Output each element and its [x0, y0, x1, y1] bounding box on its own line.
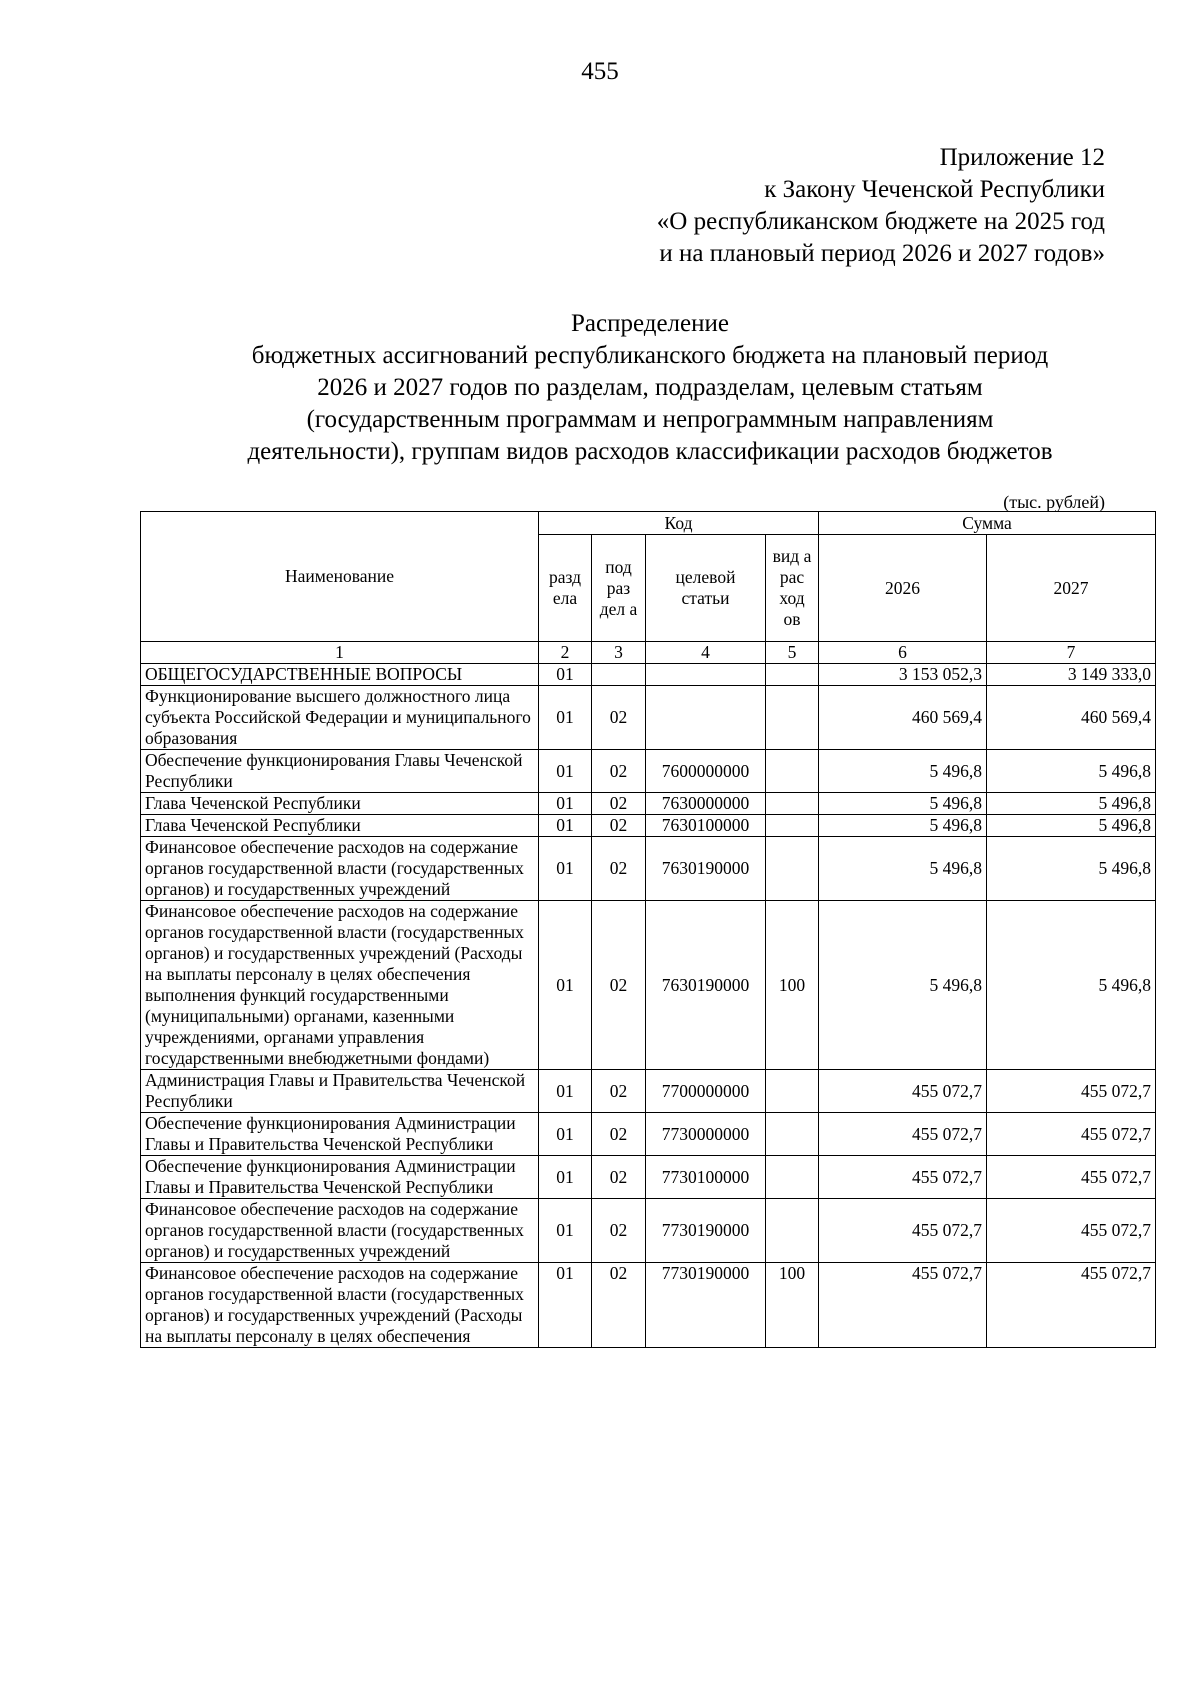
cell-subsection: 02 [592, 837, 646, 901]
cell-sum-2027: 5 496,8 [987, 837, 1156, 901]
cell-subsection: 02 [592, 1156, 646, 1199]
page-number: 455 [581, 58, 619, 85]
title-line: Распределение [571, 310, 729, 337]
cell-sum-2026: 5 496,8 [819, 837, 987, 901]
cell-sum-2027: 5 496,8 [987, 750, 1156, 793]
cell-sum-2026: 5 496,8 [819, 901, 987, 1070]
cell-section: 01 [539, 901, 592, 1070]
cell-subsection: 02 [592, 793, 646, 815]
cell-name: Финансовое обеспечение расходов на содержание органов государственной власти (государственных органов) и государственных учреждений (Расходы на выплаты персоналу в целях обеспечения [141, 1263, 539, 1348]
appendix-line: к Закону Чеченской Республики [764, 176, 1105, 203]
table-row [141, 1199, 1156, 1263]
cell-subsection: 02 [592, 901, 646, 1070]
cell-section: 01 [539, 1199, 592, 1263]
cell-name: Глава Чеченской Республики [141, 815, 539, 837]
cell-name: ОБЩЕГОСУДАРСТВЕННЫЕ ВОПРОСЫ [141, 664, 539, 686]
cell-expense-kind [766, 1113, 819, 1156]
budget-table [140, 511, 1156, 1348]
cell-expense-kind: 100 [766, 1263, 819, 1348]
cell-sum-2027: 5 496,8 [987, 815, 1156, 837]
cell-subsection: 02 [592, 1199, 646, 1263]
header-target-article: целевой статьи [646, 535, 766, 642]
header-expense-kind: вид а рас ход ов [766, 535, 819, 642]
cell-section: 01 [539, 1156, 592, 1199]
cell-sum-2026: 460 569,4 [819, 686, 987, 750]
header-section: разд ела [539, 535, 592, 642]
cell-target-article: 7730000000 [646, 1113, 766, 1156]
cell-sum-2026: 455 072,7 [819, 1113, 987, 1156]
column-number: 4 [646, 642, 766, 664]
cell-expense-kind [766, 815, 819, 837]
cell-sum-2027: 5 496,8 [987, 901, 1156, 1070]
cell-section: 01 [539, 1070, 592, 1113]
table-row [141, 901, 1156, 1070]
column-number: 7 [987, 642, 1156, 664]
appendix-header [657, 142, 1105, 270]
column-number: 6 [819, 642, 987, 664]
cell-sum-2026: 5 496,8 [819, 750, 987, 793]
cell-sum-2027: 460 569,4 [987, 686, 1156, 750]
cell-target-article: 7630100000 [646, 815, 766, 837]
column-number: 5 [766, 642, 819, 664]
cell-sum-2027: 5 496,8 [987, 793, 1156, 815]
cell-subsection [592, 664, 646, 686]
cell-subsection: 02 [592, 750, 646, 793]
header-code: Код [539, 512, 819, 535]
cell-expense-kind [766, 837, 819, 901]
cell-sum-2027: 455 072,7 [987, 1199, 1156, 1263]
cell-sum-2027: 3 149 333,0 [987, 664, 1156, 686]
cell-section: 01 [539, 750, 592, 793]
cell-subsection: 02 [592, 1113, 646, 1156]
cell-target-article: 7700000000 [646, 1070, 766, 1113]
appendix-line: «О республиканском бюджете на 2025 год [656, 208, 1105, 235]
cell-section: 01 [539, 1263, 592, 1348]
cell-sum-2027: 455 072,7 [987, 1070, 1156, 1113]
header-subsection: под раз дел а [592, 535, 646, 642]
cell-sum-2026: 455 072,7 [819, 1199, 987, 1263]
cell-expense-kind [766, 686, 819, 750]
cell-name: Обеспечение функционирования Администрации Главы и Правительства Чеченской Республики [141, 1113, 539, 1156]
cell-expense-kind [766, 1070, 819, 1113]
cell-target-article: 7630190000 [646, 901, 766, 1070]
cell-name: Обеспечение функционирования Главы Чеченской Республики [141, 750, 539, 793]
cell-section: 01 [539, 793, 592, 815]
cell-expense-kind [766, 1199, 819, 1263]
cell-name: Финансовое обеспечение расходов на содержание органов государственной власти (государственных органов) и государственных учреждений (Расходы на выплаты персоналу в целях обеспечения выполнения функций государственными (муниципальными) органами, казенными учреждениями, органами управления государственными внебюджетными фондами) [141, 901, 539, 1070]
table-row [141, 837, 1156, 901]
table-row [141, 664, 1156, 686]
cell-target-article: 7730100000 [646, 1156, 766, 1199]
column-number-row [141, 642, 1156, 664]
cell-name: Финансовое обеспечение расходов на содержание органов государственной власти (государственных органов) и государственных учреждений [141, 1199, 539, 1263]
column-number: 3 [592, 642, 646, 664]
header-sum: Сумма [819, 512, 1156, 535]
title-line: (государственным программам и непрограммным направлениям [306, 406, 994, 433]
header-name: Наименование [141, 512, 539, 642]
cell-section: 01 [539, 686, 592, 750]
column-number: 1 [141, 642, 539, 664]
cell-target-article: 7630000000 [646, 793, 766, 815]
cell-subsection: 02 [592, 1070, 646, 1113]
table-row [141, 686, 1156, 750]
cell-name: Обеспечение функционирования Администрации Главы и Правительства Чеченской Республики [141, 1156, 539, 1199]
units-label: (тыс. рублей) [1003, 492, 1105, 512]
title-line: бюджетных ассигнований республиканского бюджета на плановый период [251, 342, 1049, 369]
document-title [130, 308, 1170, 468]
cell-subsection: 02 [592, 1263, 646, 1348]
cell-sum-2026: 455 072,7 [819, 1070, 987, 1113]
cell-target-article: 7730190000 [646, 1263, 766, 1348]
cell-target-article: 7600000000 [646, 750, 766, 793]
cell-sum-2026: 5 496,8 [819, 793, 987, 815]
header-year-2027: 2027 [987, 535, 1156, 642]
cell-section: 01 [539, 815, 592, 837]
cell-section: 01 [539, 837, 592, 901]
appendix-line: Приложение 12 [939, 144, 1105, 171]
cell-sum-2026: 5 496,8 [819, 815, 987, 837]
cell-expense-kind [766, 664, 819, 686]
title-line: деятельности), группам видов расходов классификации расходов бюджетов [247, 438, 1053, 465]
table-row [141, 1263, 1156, 1348]
table-row [141, 1113, 1156, 1156]
cell-expense-kind: 100 [766, 901, 819, 1070]
cell-sum-2026: 455 072,7 [819, 1263, 987, 1348]
cell-expense-kind [766, 750, 819, 793]
cell-sum-2027: 455 072,7 [987, 1113, 1156, 1156]
cell-name: Финансовое обеспечение расходов на содержание органов государственной власти (государственных органов) и государственных учреждений [141, 837, 539, 901]
cell-name: Администрация Главы и Правительства Чеченской Республики [141, 1070, 539, 1113]
cell-target-article [646, 664, 766, 686]
cell-sum-2026: 3 153 052,3 [819, 664, 987, 686]
cell-target-article: 7630190000 [646, 837, 766, 901]
cell-sum-2026: 455 072,7 [819, 1156, 987, 1199]
title-line: 2026 и 2027 годов по разделам, подразделам, целевым статьям [317, 374, 983, 401]
table-row [141, 1070, 1156, 1113]
cell-target-article [646, 686, 766, 750]
table-row [141, 815, 1156, 837]
table-row [141, 750, 1156, 793]
cell-expense-kind [766, 793, 819, 815]
cell-name: Функционирование высшего должностного лица субъекта Российской Федерации и муниципального образования [141, 686, 539, 750]
cell-subsection: 02 [592, 686, 646, 750]
appendix-line: и на плановый период 2026 и 2027 годов» [659, 240, 1105, 267]
column-number: 2 [539, 642, 592, 664]
header-year-2026: 2026 [819, 535, 987, 642]
table-row [141, 793, 1156, 815]
cell-expense-kind [766, 1156, 819, 1199]
cell-target-article: 7730190000 [646, 1199, 766, 1263]
table-row [141, 1156, 1156, 1199]
cell-sum-2027: 455 072,7 [987, 1263, 1156, 1348]
cell-subsection: 02 [592, 815, 646, 837]
cell-name: Глава Чеченской Республики [141, 793, 539, 815]
cell-section: 01 [539, 1113, 592, 1156]
cell-sum-2027: 455 072,7 [987, 1156, 1156, 1199]
cell-section: 01 [539, 664, 592, 686]
